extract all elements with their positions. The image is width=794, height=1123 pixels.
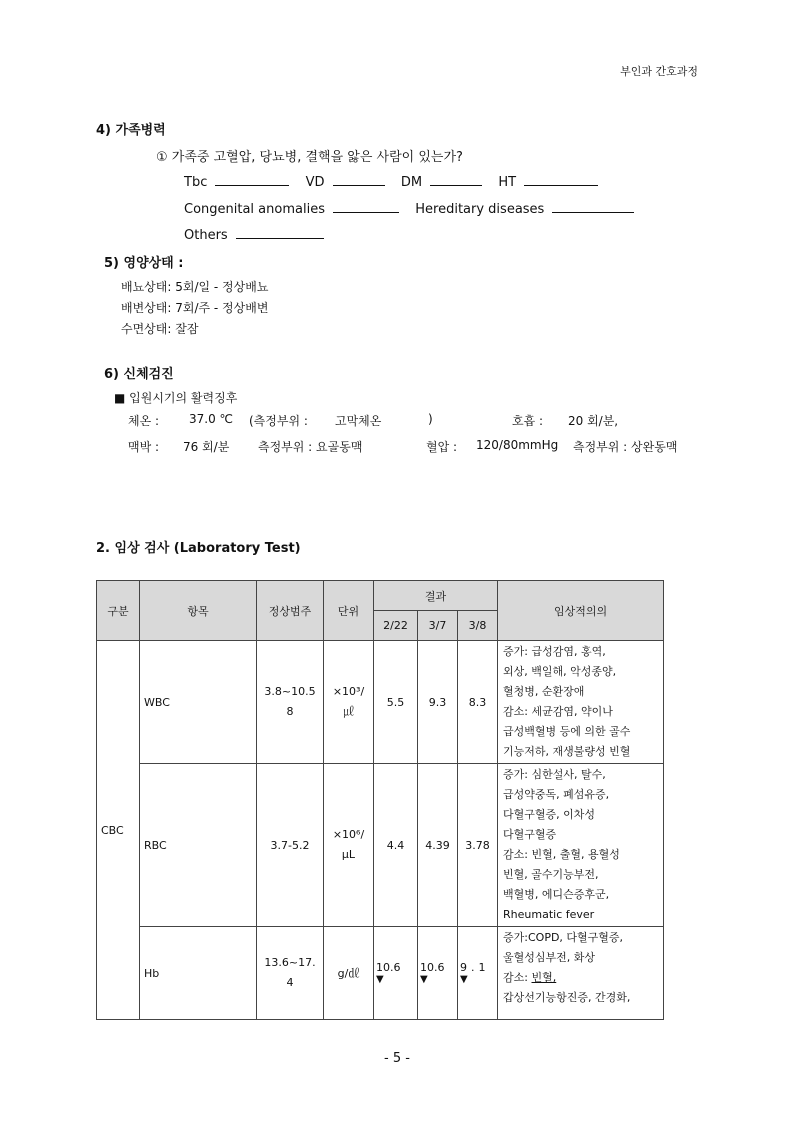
value-cell — [418, 927, 458, 1020]
bp-site: 측정부위 : 상완동맥 — [573, 440, 678, 454]
ht-blank[interactable] — [524, 173, 598, 186]
hereditary-blank[interactable] — [552, 200, 634, 213]
value-cell: 3.78 — [458, 764, 498, 927]
temp-site-label: (측정부위 : — [249, 414, 308, 428]
unit-cell — [324, 764, 374, 927]
tbc-label: Tbc — [184, 175, 208, 190]
meaning-line: 감소: 세균감염, 약이나 — [503, 705, 613, 718]
meaning-line: 혈청병, 순환장애 — [503, 685, 585, 698]
value-text: 9.1 — [460, 960, 490, 974]
normal-cell: 13.6~17.4 — [257, 927, 324, 1020]
temp-label: 체온 : — [128, 414, 160, 428]
congenital-blank[interactable] — [333, 200, 399, 213]
meaning-line: 기능저하, 재생불량성 빈혈 — [503, 745, 631, 758]
temp-site-close: ) — [428, 412, 433, 426]
pulse-value: 76 회/분 — [183, 440, 230, 454]
resp-value: 20 회/분, — [568, 414, 619, 428]
defecation-status: 배변상태: 7회/주 - 정상배변 — [121, 301, 269, 315]
meaning-line: 백혈병, 에디슨증후군, — [503, 888, 610, 901]
dm-label: DM — [400, 175, 423, 190]
page-number: - 5 - — [384, 1051, 410, 1066]
temp-site: 고막체온 — [335, 414, 382, 428]
resp-label: 호흡 : — [512, 414, 544, 428]
meaning-line: 외상, 백일해, 악성종양, — [503, 665, 617, 678]
item-cell: Hb — [140, 927, 257, 1020]
meaning-line: 울혈성심부전, 화상 — [503, 951, 596, 964]
meaning-line — [503, 968, 658, 988]
item-cell: RBC — [140, 764, 257, 927]
col-date-3: 3/8 — [458, 611, 498, 641]
normal-cell: 3.8~10.58 — [257, 641, 324, 764]
meaning-line: 급성백혈병 등에 의한 골수 — [503, 725, 631, 738]
value-cell: 4.39 — [418, 764, 458, 927]
meaning-line: 다혈구혈증 — [503, 828, 557, 841]
meaning-line: 갑상선기능항진증, 간경화, — [503, 991, 631, 1004]
col-normal-header: 정상범주 — [257, 581, 324, 641]
value-cell — [458, 927, 498, 1020]
col-unit-header: 단위 — [324, 581, 374, 641]
meaning-line: 감소: 빈혈, 출혈, 용혈성 — [503, 848, 620, 861]
col-item-header: 항목 — [140, 581, 257, 641]
lab-heading: 2. 임상 검사 (Laboratory Test) — [96, 541, 301, 556]
down-arrow-icon: ▼ — [460, 973, 468, 985]
unit-cell — [324, 641, 374, 764]
vital-signs-title: ■ 입원시기의 활력징후 — [114, 391, 238, 405]
pulse-label: 맥박 : — [128, 440, 160, 454]
table-row — [97, 927, 664, 1020]
vd-blank[interactable] — [333, 173, 385, 186]
value-cell: 8.3 — [458, 641, 498, 764]
meaning-line: 다혈구혈증, 이차성 — [503, 808, 596, 821]
meaning-cell — [498, 764, 664, 927]
meaning-line: Rheumatic fever — [503, 908, 595, 921]
table-row — [97, 764, 664, 927]
physical-exam-heading: 6) 신체검진 — [104, 367, 174, 382]
nutrition-heading: 5) 영양상태 : — [104, 256, 184, 271]
normal-cell: 3.7-5.2 — [257, 764, 324, 927]
unit-part-a: ×10³/ — [332, 685, 365, 698]
meaning-prefix: 감소: — [503, 971, 532, 984]
down-arrow-icon: ▼ — [376, 973, 384, 985]
ht-label: HT — [498, 175, 517, 190]
page-header: 부인과 간호과정 — [620, 65, 698, 78]
dm-blank[interactable] — [430, 173, 482, 186]
table-row — [97, 641, 664, 764]
pulse-site: 측정부위 : 요골동맥 — [258, 440, 363, 454]
meaning-cell — [498, 641, 664, 764]
meaning-line: 증가: 급성감염, 홍역, — [503, 645, 606, 658]
unit-cell: g/㎗ — [324, 927, 374, 1020]
value-text: 10.6 — [420, 960, 445, 974]
hereditary-label: Hereditary diseases — [415, 202, 545, 217]
family-history-question: ① 가족중 고혈압, 당뇨병, 결핵을 앓은 사람이 있는가? — [156, 150, 463, 165]
tbc-blank[interactable] — [215, 173, 289, 186]
meaning-line: 증가: 심한설사, 탈수, — [503, 768, 606, 781]
family-history-row-2 — [184, 200, 634, 217]
bp-label: 혈압 : — [426, 440, 458, 454]
family-history-row-3 — [184, 226, 324, 243]
value-cell: 4.4 — [374, 764, 418, 927]
bp-value: 120/80mmHg — [476, 438, 559, 452]
value-cell: 5.5 — [374, 641, 418, 764]
others-blank[interactable] — [236, 226, 324, 239]
family-history-heading: 4) 가족병력 — [96, 123, 166, 138]
urination-status: 배뇨상태: 5회/일 - 정상배뇨 — [121, 280, 269, 294]
family-history-row-1 — [184, 173, 598, 190]
value-cell: 9.3 — [418, 641, 458, 764]
sleep-status: 수면상태: 잘잠 — [121, 322, 199, 336]
meaning-underlined: 빈혈, — [531, 971, 557, 984]
col-date-2: 3/7 — [418, 611, 458, 641]
col-meaning-header: 임상적의의 — [498, 581, 664, 641]
others-label: Others — [184, 228, 228, 243]
temp-value: 37.0 ℃ — [189, 412, 234, 426]
value-text: 10.6 — [376, 960, 401, 974]
down-arrow-icon: ▼ — [420, 973, 428, 985]
col-category-header: 구분 — [97, 581, 140, 641]
item-cell: WBC — [140, 641, 257, 764]
col-date-1: 2/22 — [374, 611, 418, 641]
unit-part-b: ㎕ — [343, 705, 354, 718]
congenital-label: Congenital anomalies — [184, 202, 325, 217]
col-result-header: 결과 — [374, 581, 498, 611]
meaning-line: 빈혈, 골수기능부전, — [503, 868, 599, 881]
value-cell — [374, 927, 418, 1020]
unit-part-a: ×10⁶/ — [332, 828, 365, 841]
vd-label: VD — [305, 175, 325, 190]
meaning-cell — [498, 927, 664, 1020]
lab-table — [96, 580, 664, 1020]
meaning-line: 급성약중독, 폐섬유증, — [503, 788, 610, 801]
unit-part-b: μL — [341, 848, 356, 861]
category-cell: CBC — [97, 641, 140, 1020]
meaning-line: 증가:COPD, 다혈구혈증, — [503, 931, 624, 944]
